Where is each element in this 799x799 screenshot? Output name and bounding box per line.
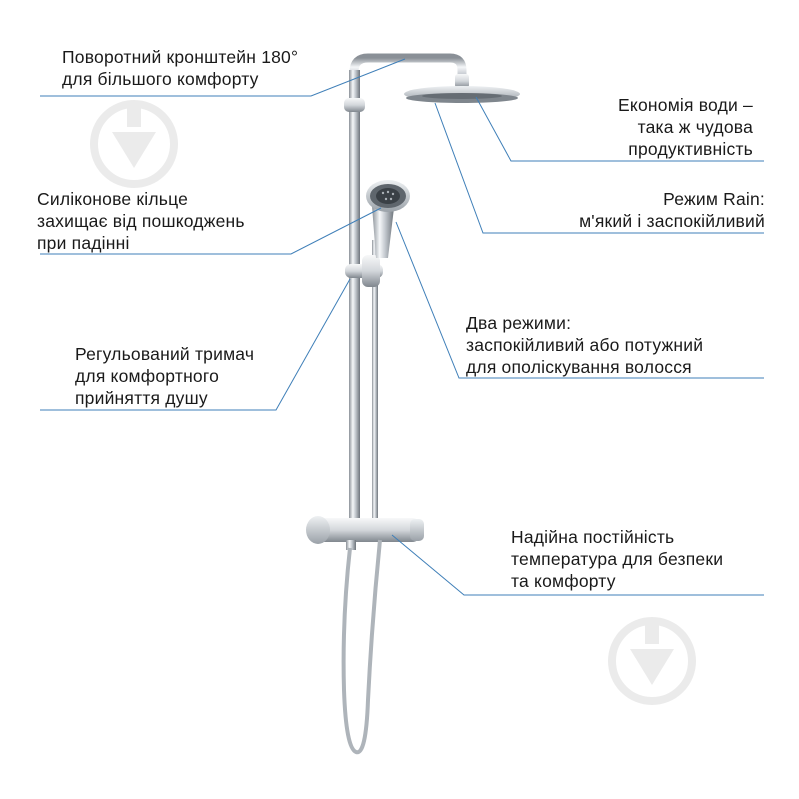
- callout-two-modes: Два режими: заспокійливий або потужний для ополіскування волосся: [466, 313, 704, 377]
- riser-pipe: [349, 70, 360, 522]
- rain-shower-head: [404, 74, 520, 103]
- callout-rain-mode: Режим Rain: м'який і заспокійливий: [579, 189, 765, 231]
- callout-water-saving: Економія води – така ж чудова продуктивність: [618, 95, 753, 159]
- watermark-drop-icon: [94, 103, 174, 184]
- overhead-arm: [354, 58, 462, 84]
- callout-thermostat: Надійна постійність температура для безпеки та комфорту: [511, 527, 724, 591]
- callout-silicone-ring: Силіконове кільце захищає від пошкоджень при падінні: [37, 189, 245, 253]
- callout-adjustable-holder: Регульований тримач для комфортного прийняття душу: [75, 344, 255, 408]
- watermark-drop-icon: [612, 620, 692, 701]
- thermostat-mixer: [306, 516, 424, 550]
- shower-hose: [344, 540, 380, 752]
- callout-swivel-arm: Поворотний кронштейн 180° для більшого комфорту: [62, 47, 299, 89]
